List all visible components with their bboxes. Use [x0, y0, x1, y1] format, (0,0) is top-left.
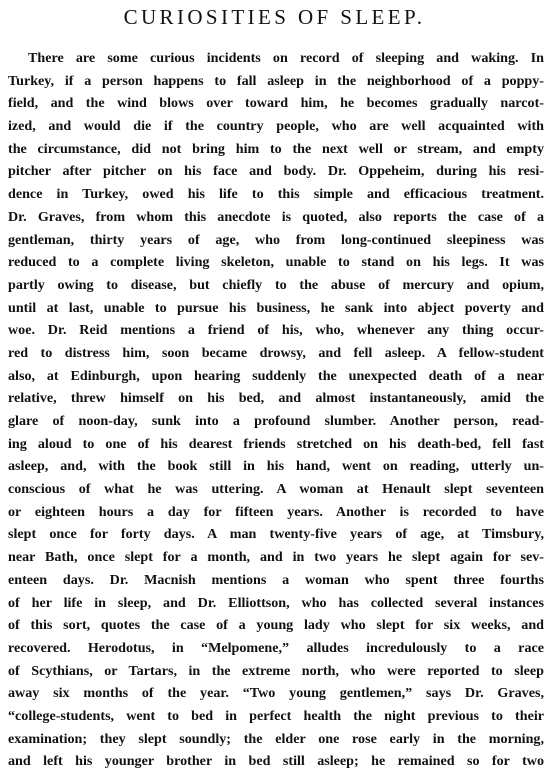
text-line: ing aloud to one of his dearest friends stretched on his death-bed, fell fast	[8, 435, 544, 452]
text-line: field, and the wind blows over toward him, he becomes gradually narcot-	[8, 95, 544, 112]
text-line: gentleman, thirty years of age, who from long-continued sleepiness was	[8, 231, 544, 248]
text-line: or eighteen hours a day for fifteen years. Another is recorded to have	[8, 503, 544, 520]
text-line: red to distress him, soon became drowsy, and fell asleep. A fellow-student	[8, 344, 544, 361]
text-line: recovered. Herodotus, in “Melpomene,” alludes incredulously to a race	[8, 639, 544, 656]
text-line: glare of noon-day, sunk into a profound slumber. Another person, read-	[8, 413, 544, 429]
text-line: the circumstance, did not bring him to the next well or stream, and empty	[8, 140, 544, 157]
article-body	[8, 47, 544, 773]
text-line: of this sort, quotes the case of a young lady who slept for six weeks, and	[8, 617, 544, 634]
text-line: conscious of what he was uttering. A woman at Henault slept seventeen	[8, 481, 544, 498]
text-line: “college-students, went to bed in perfect health the night previous to their	[8, 707, 544, 724]
text-line: pitcher after pitcher on his face and body. Dr. Oppeheim, during his resi-	[8, 163, 544, 180]
text-line: reduced to a complete living skeleton, unable to stand on his legs. It was	[8, 254, 544, 271]
text-line: near Bath, once slept for a month, and in two years he slept again for sev-	[8, 549, 544, 566]
text-line: away six months of the year. “Two young gentlemen,” says Dr. Graves,	[8, 685, 544, 702]
text-line: asleep, and, with the book still in his hand, went on reading, utterly un-	[8, 458, 544, 475]
text-line: Dr. Graves, from whom this anecdote is quoted, also reports the case of a	[8, 208, 544, 225]
text-line: partly owing to disease, but chiefly to the abuse of mercury and opium,	[8, 276, 544, 293]
text-line: slept once for forty days. A man twenty-five years of age, at Timsbury,	[8, 526, 544, 543]
text-line: There are some curious incidents on record of sleeping and waking. In	[28, 50, 544, 66]
text-line: relative, threw himself on his bed, and almost instantaneously, amid the	[8, 390, 544, 407]
text-line: of Scythians, or Tartars, in the extreme north, who were reported to sleep	[8, 662, 544, 679]
text-line: dence in Turkey, owed his life to this simple and efficacious treatment.	[8, 186, 544, 203]
text-line: ized, and would die if the country people, who are well acquainted with	[8, 118, 544, 135]
text-line: and left his younger brother in bed still asleep; he remained so for two	[8, 753, 544, 770]
text-line: woe. Dr. Reid mentions a friend of his, who, whenever any thing occur-	[8, 322, 544, 339]
text-line: also, at Edinburgh, upon hearing suddenly the unexpected death of a near	[8, 367, 544, 384]
text-line: until at last, unable to pursue his business, he sank into abject poverty and	[8, 299, 544, 316]
text-line: examination; they slept soundly; the elder one rose early in the morning,	[8, 730, 544, 747]
page-title: CURIOSITIES OF SLEEP.	[123, 5, 426, 29]
text-line: of her life in sleep, and Dr. Elliottson, who has collected several instances	[8, 594, 544, 611]
text-line: Turkey, if a person happens to fall asleep in the neighborhood of a poppy-	[8, 72, 544, 89]
text-line: enteen days. Dr. Macnish mentions a woman who spent three fourths	[8, 571, 544, 588]
